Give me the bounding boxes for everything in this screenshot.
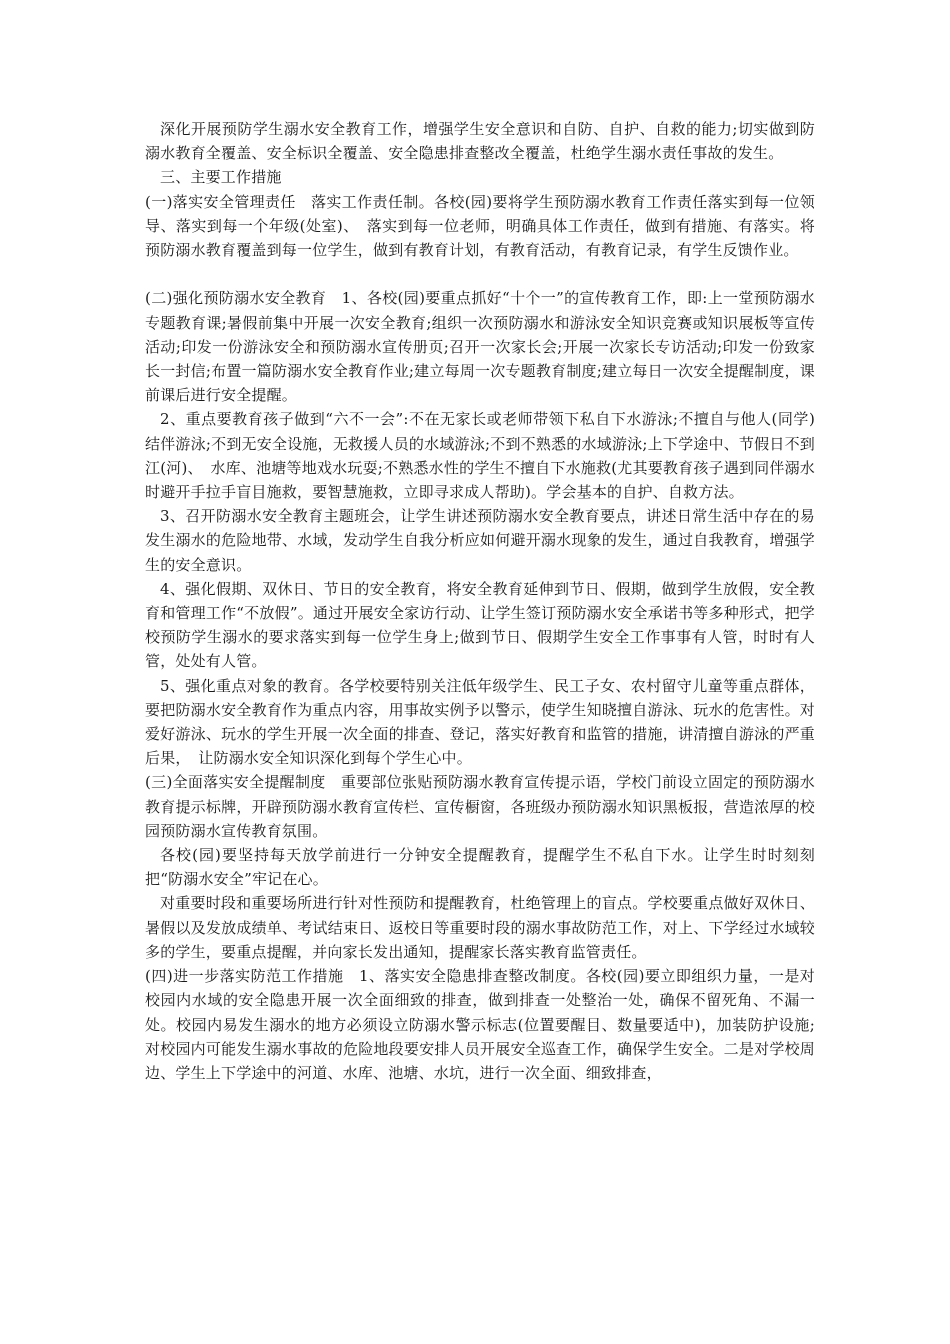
- paragraph-item-2-point-5: 5、强化重点对象的教育。各学校要特别关注低年级学生、民工子女、农村留守儿童等重点群体，要把防溺水安全教育作为重点内容，用事故实例予以警示，使学生知晓擅自游泳、玩水的危害性。对爱好游泳、玩水的学生开展一次全面的排查、登记，落实好教育和监管的措施，讲清擅自游泳的严重后果， 让防溺水安全知识深化到每个学生心中。: [145, 676, 815, 768]
- paragraph-item-2-point-3: 3、召开防溺水安全教育主题班会，让学生讲述预防溺水安全教育要点，讲述日常生活中存在的易发生溺水的危险地带、水域，发动学生自我分析应如何避开溺水现象的发生，通过自我教育，增强学生的安全意识。: [145, 507, 815, 574]
- paragraph-item-2: (二)强化预防溺水安全教育 1、各校(园)要重点抓好“十个一”的宣传教育工作，即:上一堂预防溺水专题教育课;暑假前集中开展一次安全教育;组织一次预防溺水和游泳安全知识竞赛或知识展板等宣传活动;印发一份游泳安全和预防溺水宣传册页;召开一次家长会;开展一次家长专访活动;印发一份致家长一封信;布置一篇防溺水安全教育作业;建立每周一次专题教育制度;建立每日一次安全提醒制度，课前课后进行安全提醒。: [145, 289, 815, 405]
- paragraph-item-1: (一)落实安全管理责任 落实工作责任制。各校(园)要将学生预防溺水教育工作责任落实到每一位领导、落实到每一个年级(处室)、 落实到每一位老师，明确具体工作责任，做到有措施、有落实。将预防溺水教育覆盖到每一位学生，做到有教育计划，有教育活动，有教育记录，有学生反馈作业。: [145, 192, 815, 260]
- section-heading-measures: 三、主要工作措施: [160, 168, 282, 187]
- paragraph-item-2-point-2: 2、重点要教育孩子做到“六不一会”:不在无家长或老师带领下私自下水游泳;不擅自与他人(同学)结伴游泳;不到无安全设施，无救援人员的水域游泳;不到不熟悉的水域游泳;上下学途中、节假日不到江(河)、 水库、池塘等地戏水玩耍;不熟悉水性的学生不擅自下水施救(尤其要教育孩子遇到同伴溺水时避开手拉手盲目施救，要智慧施救，立即寻求成人帮助)。学会基本的自护、自救方法。: [145, 410, 815, 502]
- document-body: [145, 117, 815, 1085]
- paragraph-intro: 深化开展预防学生溺水安全教育工作，增强学生安全意识和自防、自护、自救的能力;切实做到防溺水教育全覆盖、安全标识全覆盖、安全隐患排查整改全覆盖，杜绝学生溺水责任事故的发生。: [145, 120, 815, 163]
- paragraph-item-2-point-4: 4、强化假期、双休日、节日的安全教育，将安全教育延伸到节日、假期，做到学生放假，安全教育和管理工作“不放假”。通过开展安全家访行动、让学生签订预防溺水安全承诺书等多种形式，把学校预防学生溺水的要求落实到每一位学生身上;做到节日、假期学生安全工作事事有人管，时时有人管，处处有人管。: [145, 579, 815, 671]
- paragraph-item-3-key-periods: 对重要时段和重要场所进行针对性预防和提醒教育，杜绝管理上的盲点。学校要重点做好双休日、暑假以及发放成绩单、考试结束日、返校日等重要时段的溺水事故防范工作，对上、下学经过水域较多的学生，要重点提醒，并向家长发出通知，提醒家长落实教育监管责任。: [145, 894, 815, 961]
- paragraph-item-4: (四)进一步落实防范工作措施 1、落实安全隐患排查整改制度。各校(园)要立即组织力量，一是对校园内水域的安全隐患开展一次全面细致的排查，做到排查一处整治一处，确保不留死角、不漏一处。校园内易发生溺水的地方必须设立防溺水警示标志(位置要醒目、数量要适中)，加装防护设施;对校园内可能发生溺水事故的危险地段要安排人员开展安全巡查工作，确保学生安全。二是对学校周边、学生上下学途中的河道、水库、池塘、水坑，进行一次全面、细致排查，: [145, 967, 815, 1082]
- blank-line: [145, 262, 815, 286]
- paragraph-item-3-reminder: 各校(园)要坚持每天放学前进行一分钟安全提醒教育，提醒学生不私自下水。让学生时时刻刻把“防溺水安全”牢记在心。: [145, 846, 815, 889]
- paragraph-item-3: (三)全面落实安全提醒制度 重要部位张贴预防溺水教育宣传提示语，学校门前设立固定的预防溺水教育提示标牌，开辟预防溺水教育宣传栏、宣传橱窗，各班级办预防溺水知识黑板报，营造浓厚的校园预防溺水宣传教育氛围。: [145, 773, 815, 840]
